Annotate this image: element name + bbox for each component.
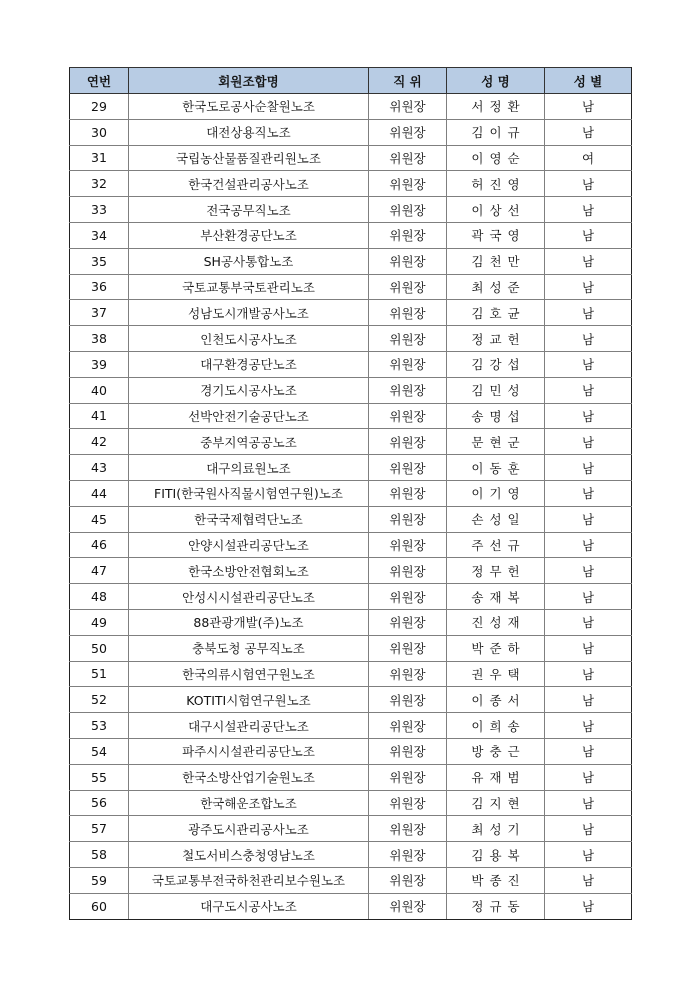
cell-person-name: 서정환 [447,94,545,120]
cell-union-name: SH공사통합노조 [129,248,369,274]
cell-union-name: 한국해운조합노조 [129,790,369,816]
table-row [70,609,632,635]
cell-number: 56 [70,790,129,816]
cell-union-name: 한국건설관리공사노조 [129,171,369,197]
cell-person-name: 송명섭 [447,403,545,429]
cell-union-name: FITI(한국원사직물시험연구원)노조 [129,480,369,506]
cell-position: 위원장 [369,300,447,326]
cell-position: 위원장 [369,532,447,558]
header-person-name: 성 명 [447,68,545,94]
cell-union-name: 한국소방산업기술원노조 [129,764,369,790]
cell-number: 54 [70,738,129,764]
cell-number: 31 [70,145,129,171]
cell-union-name: 대구시설관리공단노조 [129,713,369,739]
cell-union-name: 파주시시설관리공단노조 [129,738,369,764]
cell-person-name: 곽국영 [447,222,545,248]
cell-position: 위원장 [369,119,447,145]
cell-gender: 남 [545,455,632,481]
cell-person-name: 진성재 [447,609,545,635]
cell-person-name: 김용복 [447,842,545,868]
cell-person-name: 김민성 [447,377,545,403]
cell-number: 57 [70,816,129,842]
table-row [70,790,632,816]
cell-person-name: 박준하 [447,635,545,661]
cell-person-name: 이영순 [447,145,545,171]
cell-person-name: 최성준 [447,274,545,300]
cell-number: 30 [70,119,129,145]
cell-position: 위원장 [369,197,447,223]
cell-number: 33 [70,197,129,223]
cell-person-name: 김강섭 [447,351,545,377]
table-row [70,197,632,223]
cell-gender: 남 [545,506,632,532]
cell-position: 위원장 [369,764,447,790]
cell-position: 위원장 [369,377,447,403]
cell-gender: 남 [545,609,632,635]
header-number: 연번 [70,68,129,94]
cell-position: 위원장 [369,584,447,610]
table-row [70,893,632,919]
cell-position: 위원장 [369,867,447,893]
table-row [70,506,632,532]
cell-number: 32 [70,171,129,197]
cell-position: 위원장 [369,455,447,481]
cell-gender: 남 [545,94,632,120]
cell-position: 위원장 [369,816,447,842]
cell-gender: 남 [545,635,632,661]
cell-person-name: 김천만 [447,248,545,274]
table-row [70,532,632,558]
cell-gender: 남 [545,558,632,584]
cell-gender: 남 [545,713,632,739]
cell-number: 41 [70,403,129,429]
cell-position: 위원장 [369,326,447,352]
cell-number: 29 [70,94,129,120]
cell-number: 59 [70,867,129,893]
cell-person-name: 이기영 [447,480,545,506]
cell-gender: 남 [545,842,632,868]
cell-position: 위원장 [369,893,447,919]
cell-position: 위원장 [369,274,447,300]
cell-number: 55 [70,764,129,790]
cell-position: 위원장 [369,429,447,455]
table-row [70,455,632,481]
table-row [70,300,632,326]
cell-gender: 남 [545,403,632,429]
table-row [70,403,632,429]
table-row [70,377,632,403]
cell-person-name: 최성기 [447,816,545,842]
cell-person-name: 정무헌 [447,558,545,584]
cell-gender: 남 [545,480,632,506]
cell-union-name: 88관광개발(주)노조 [129,609,369,635]
cell-union-name: 철도서비스충청영남노조 [129,842,369,868]
cell-gender: 남 [545,171,632,197]
cell-gender: 남 [545,351,632,377]
table-row [70,429,632,455]
cell-number: 47 [70,558,129,584]
cell-person-name: 권우택 [447,661,545,687]
table-header [70,68,632,94]
cell-union-name: 충북도청 공무직노조 [129,635,369,661]
cell-number: 51 [70,661,129,687]
cell-position: 위원장 [369,248,447,274]
cell-person-name: 허진영 [447,171,545,197]
header-row [70,68,632,94]
cell-person-name: 손성일 [447,506,545,532]
cell-person-name: 이동훈 [447,455,545,481]
header-gender: 성 별 [545,68,632,94]
cell-gender: 남 [545,687,632,713]
cell-gender: 남 [545,738,632,764]
table-row [70,816,632,842]
cell-person-name: 김지현 [447,790,545,816]
cell-number: 60 [70,893,129,919]
cell-gender: 남 [545,300,632,326]
cell-position: 위원장 [369,842,447,868]
table-body [70,94,632,920]
cell-number: 50 [70,635,129,661]
cell-position: 위원장 [369,94,447,120]
cell-union-name: 한국도로공사순찰원노조 [129,94,369,120]
cell-number: 35 [70,248,129,274]
cell-union-name: KOTITI시험연구원노조 [129,687,369,713]
cell-number: 49 [70,609,129,635]
cell-union-name: 한국소방안전협회노조 [129,558,369,584]
cell-number: 38 [70,326,129,352]
cell-number: 53 [70,713,129,739]
cell-union-name: 대구환경공단노조 [129,351,369,377]
cell-gender: 남 [545,790,632,816]
cell-number: 42 [70,429,129,455]
cell-person-name: 정교헌 [447,326,545,352]
cell-gender: 남 [545,274,632,300]
cell-position: 위원장 [369,790,447,816]
cell-gender: 남 [545,248,632,274]
cell-person-name: 송재복 [447,584,545,610]
cell-gender: 남 [545,893,632,919]
cell-position: 위원장 [369,609,447,635]
cell-gender: 여 [545,145,632,171]
cell-gender: 남 [545,222,632,248]
cell-gender: 남 [545,661,632,687]
cell-number: 44 [70,480,129,506]
cell-union-name: 국토교통부국토관리노조 [129,274,369,300]
cell-person-name: 이종서 [447,687,545,713]
cell-number: 43 [70,455,129,481]
table-row [70,171,632,197]
cell-number: 37 [70,300,129,326]
cell-position: 위원장 [369,738,447,764]
cell-person-name: 주선규 [447,532,545,558]
table-row [70,713,632,739]
cell-union-name: 인천도시공사노조 [129,326,369,352]
cell-number: 40 [70,377,129,403]
table-row [70,480,632,506]
cell-gender: 남 [545,867,632,893]
cell-position: 위원장 [369,687,447,713]
table-row [70,119,632,145]
cell-union-name: 국립농산물품질관리원노조 [129,145,369,171]
cell-position: 위원장 [369,558,447,584]
cell-number: 52 [70,687,129,713]
cell-union-name: 전국공무직노조 [129,197,369,223]
cell-person-name: 이희송 [447,713,545,739]
table-row [70,94,632,120]
cell-union-name: 안성시시설관리공단노조 [129,584,369,610]
cell-union-name: 부산환경공단노조 [129,222,369,248]
cell-person-name: 방충근 [447,738,545,764]
cell-position: 위원장 [369,222,447,248]
cell-gender: 남 [545,119,632,145]
union-roster-table [69,67,632,920]
table-row [70,687,632,713]
cell-gender: 남 [545,429,632,455]
table-row [70,842,632,868]
table-row [70,145,632,171]
cell-gender: 남 [545,326,632,352]
cell-position: 위원장 [369,403,447,429]
cell-union-name: 대전상용직노조 [129,119,369,145]
cell-position: 위원장 [369,171,447,197]
cell-union-name: 선박안전기술공단노조 [129,403,369,429]
cell-union-name: 안양시설관리공단노조 [129,532,369,558]
cell-person-name: 박종진 [447,867,545,893]
cell-person-name: 유재범 [447,764,545,790]
cell-union-name: 경기도시공사노조 [129,377,369,403]
cell-gender: 남 [545,377,632,403]
cell-position: 위원장 [369,635,447,661]
cell-union-name: 한국국제협력단노조 [129,506,369,532]
table-row [70,867,632,893]
cell-position: 위원장 [369,480,447,506]
table-row [70,222,632,248]
cell-gender: 남 [545,584,632,610]
table-row [70,661,632,687]
cell-position: 위원장 [369,506,447,532]
table-row [70,326,632,352]
table-row [70,764,632,790]
table-row [70,248,632,274]
header-position: 직 위 [369,68,447,94]
cell-number: 45 [70,506,129,532]
table-row [70,584,632,610]
cell-union-name: 국토교통부전국하천관리보수원노조 [129,867,369,893]
cell-union-name: 대구의료원노조 [129,455,369,481]
cell-position: 위원장 [369,661,447,687]
cell-gender: 남 [545,532,632,558]
cell-gender: 남 [545,197,632,223]
cell-number: 58 [70,842,129,868]
table-row [70,558,632,584]
cell-number: 48 [70,584,129,610]
cell-number: 46 [70,532,129,558]
cell-number: 36 [70,274,129,300]
table-row [70,738,632,764]
table-row [70,274,632,300]
cell-union-name: 한국의류시험연구원노조 [129,661,369,687]
cell-number: 34 [70,222,129,248]
cell-union-name: 성남도시개발공사노조 [129,300,369,326]
cell-union-name: 광주도시관리공사노조 [129,816,369,842]
cell-position: 위원장 [369,145,447,171]
cell-person-name: 정규동 [447,893,545,919]
cell-position: 위원장 [369,351,447,377]
cell-person-name: 문현군 [447,429,545,455]
table-row [70,635,632,661]
cell-position: 위원장 [369,713,447,739]
cell-gender: 남 [545,816,632,842]
cell-person-name: 이상선 [447,197,545,223]
cell-union-name: 중부지역공공노조 [129,429,369,455]
header-union-name: 회원조합명 [129,68,369,94]
cell-union-name: 대구도시공사노조 [129,893,369,919]
cell-number: 39 [70,351,129,377]
table-row [70,351,632,377]
cell-gender: 남 [545,764,632,790]
cell-person-name: 김호균 [447,300,545,326]
cell-person-name: 김이규 [447,119,545,145]
